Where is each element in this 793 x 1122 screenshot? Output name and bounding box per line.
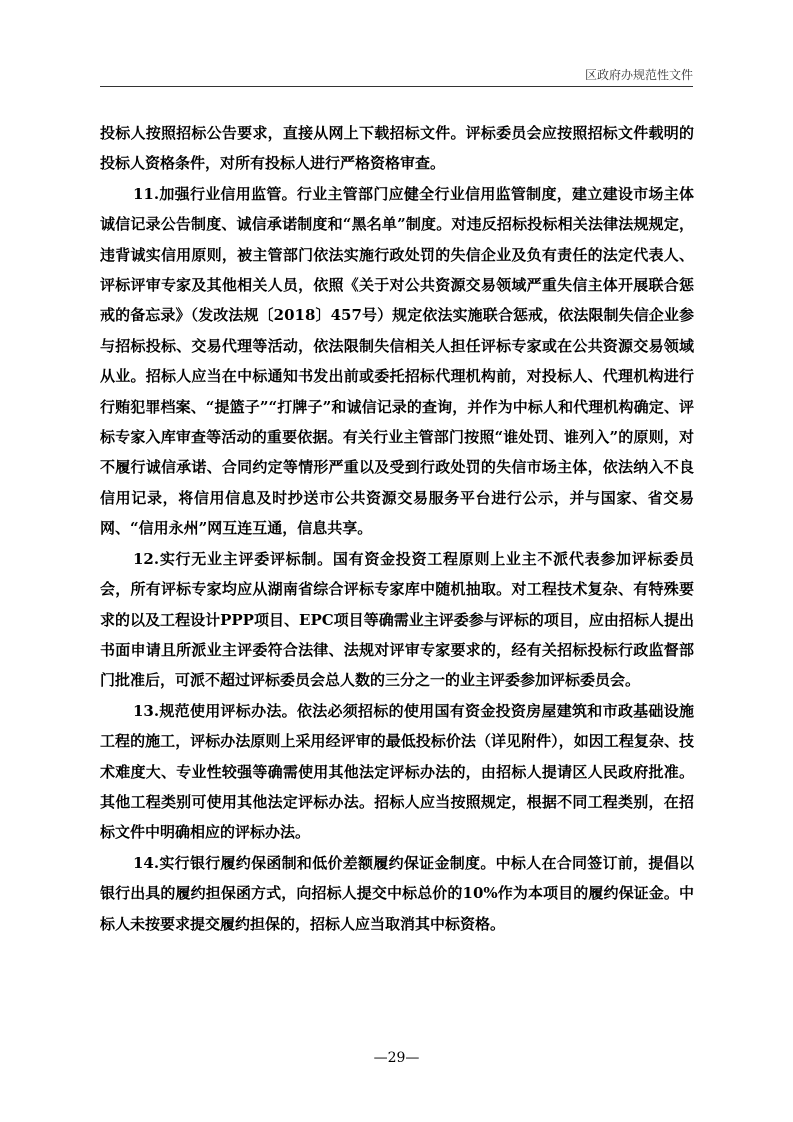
running-header: 区政府办规范性文件 xyxy=(584,68,693,82)
paragraph-item-12: 12.实行无业主评委评标制。国有资金投资工程原则上业主不派代表参加评标委员会，所有评标专家均应从湖南省综合评标专家库中随机抽取。对工程技术复杂、有特殊要求的以及工程设计PPP项目、EPC项目等确需业主评委参与评标的项目，应由招标人提出书面申请且所派业主评委符合法律、法规对评审专家要求的，经有关招标投标行政监督部门批准后，可派不超过评标委员会总人数的三分之一的业主评委参加评标委员会。 xyxy=(100,549,694,690)
page-number: —29— xyxy=(373,1050,420,1066)
paragraph-item-11: 11.加强行业信用监管。行业主管部门应健全行业信用监管制度，建立建设市场主体诚信记录公告制度、诚信承诺制度和“黑名单”制度。对违反招标投标相关法律法规规定，违背诚实信用原则，被主管部门依法实施行政处罚的失信企业及负有责任的法定代表人、评标评审专家及其他相关人员，依照《关于对公共资源交易领域严重失信主体开展联合惩戒的备忘录》（发改法规〔2018〕457号）规定依法实施联合惩戒，依法限制失信企业参与招标投标、交易代理等活动，依法限制失信相关人担任评标专家或在公共资源交易领域从业。招标人应当在中标通知书发出前或委托招标代理机构前，对投标人、代理机构进行行贿犯罪档案、“提篮子”“打牌子”和诚信记录的查询，并作为中标人和代理机构确定、评标专家入库审查等活动的重要依据。有关行业主管部门按照“谁处罚、谁列入”的原则，对不履行诚信承诺、合同约定等情形严重以及受到行政处罚的失信市场主体，依法纳入不良信用记录，将信用信息及时抄送市公共资源交易服务平台进行公示，并与国家、省交易网、“信用永州”网互连互通，信息共享。 xyxy=(100,184,694,538)
document-body xyxy=(100,118,694,939)
paragraph-item-14: 14.实行银行履约保函制和低价差额履约保证金制度。中标人在合同签订前，提倡以银行出具的履约担保函方式，向招标人提交中标总价的10%作为本项目的履约保证金。中标人未按要求提交履约担保的，招标人应当取消其中标资格。 xyxy=(100,853,694,933)
header-divider xyxy=(100,86,693,87)
paragraph-item-13: 13.规范使用评标办法。依法必须招标的使用国有资金投资房屋建筑和市政基础设施工程的施工，评标办法原则上采用经评审的最低投标价法（详见附件），如因工程复杂、技术难度大、专业性较强等确需使用其他法定评标办法的，由招标人提请区人民政府批准。其他工程类别可使用其他法定评标办法。招标人应当按照规定，根据不同工程类别，在招标文件中明确相应的评标办法。 xyxy=(100,701,694,842)
paragraph-continuation: 投标人按照招标公告要求，直接从网上下载招标文件。评标委员会应按照招标文件载明的投标人资格条件，对所有投标人进行严格资格审查。 xyxy=(100,124,694,173)
